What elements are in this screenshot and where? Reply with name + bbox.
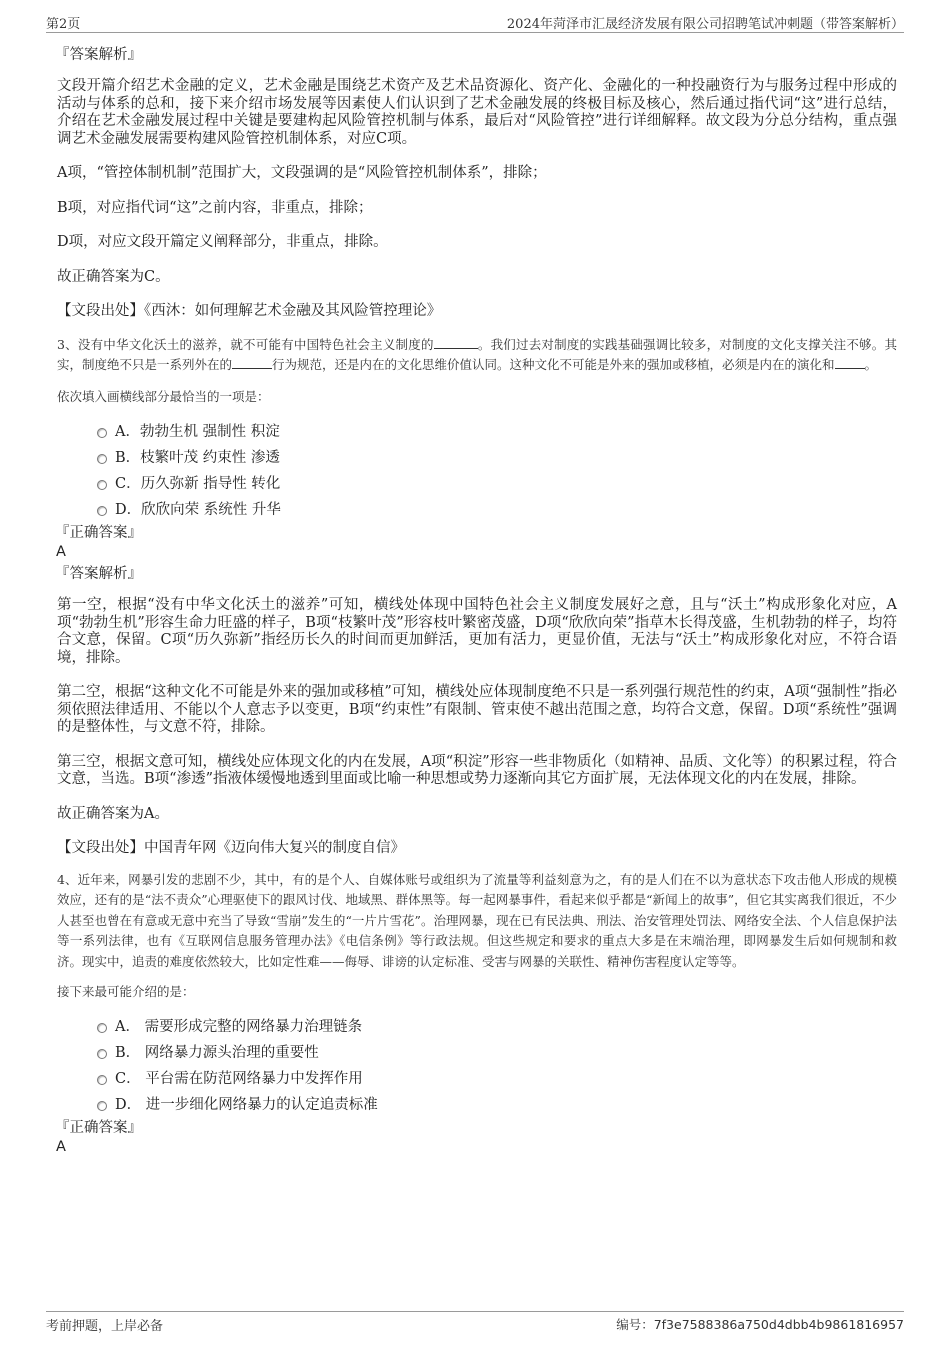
answer-blank <box>835 356 865 369</box>
q2-analysis-label: 『答案解析』 <box>55 47 142 63</box>
q4-options <box>57 1017 897 1121</box>
option-b[interactable]: B．枝繁叶茂 约束性 渗透 <box>57 448 897 474</box>
q4-answer-label: 『正确答案』 <box>55 1119 142 1136</box>
option-d[interactable]: D．欣欣向荣 系统性 升华 <box>57 500 897 526</box>
option-d[interactable]: D． 进一步细化网络暴力的认定追责标准 <box>57 1095 897 1121</box>
footer-slogan: 考前押题，上岸必备 <box>46 1319 164 1334</box>
radio-icon[interactable] <box>97 1023 107 1033</box>
q3-conclusion: 故正确答案为A。 <box>57 805 169 822</box>
radio-icon[interactable] <box>97 454 107 464</box>
q2-source: 【文段出处】《西沐：如何理解艺术金融及其风险管控理论》 <box>57 303 442 319</box>
answer-blank <box>434 336 478 349</box>
q3-answer-label: 『正确答案』 <box>55 525 142 541</box>
q3-answer: A <box>56 544 66 560</box>
q4-answer: A <box>56 1138 66 1155</box>
q3-analysis-para: 第二空，根据“这种文化不可能是外来的强加或移植”可知，横线处应体现制度绝不只是一系列强行规范性的约束，A项“强制性”指必须依照法律适用、不能以个人意志予以变更，B项“约束性”有限制、管束使不越出范围之意，均符合文意，保留。D项“系统性”强调的是整体性，与文意不符，排除。 <box>57 684 897 735</box>
radio-icon[interactable] <box>97 480 107 490</box>
document-title: 2024年菏泽市汇晟经济发展有限公司招聘笔试冲刺题（带答案解析） <box>506 17 904 32</box>
q3-options <box>57 422 897 526</box>
q2-analysis-para: A项，“管控体制机制”范围扩大，文段强调的是“风险管控机制体系”，排除； <box>57 165 547 181</box>
answer-blank <box>232 356 272 369</box>
q2-analysis-para: D项，对应文段开篇定义阐释部分，非重点，排除。 <box>57 234 388 250</box>
option-b[interactable]: B． 网络暴力源头治理的重要性 <box>57 1043 897 1069</box>
q3-analysis-para: 第一空，根据“没有中华文化沃土的滋养”可知，横线处体现中国特色社会主义制度发展好之意，且与“沃土”构成形象化对应，A项“勃勃生机”形容生命力旺盛的样子，B项“枝繁叶茂”形容枝叶繁密茂盛，D项“欣欣向荣”指草木长得茂盛，生机勃勃的样子，均符合文意，保留。C项“历久弥新”指经历长久的时间而更加鲜活，更加有活力，更显价值，无法与“沃土”构成形象化对应，不符合语境，排除。 <box>57 597 897 666</box>
q3-analysis-para: 第三空，根据文意可知，横线处应体现文化的内在发展，A项“积淀”形容一些非物质化（如精神、品质、文化等）的积累过程，符合文意，当选。B项“渗透”指液体缓慢地透到里面或比喻一种思想或势力逐渐向其它方面扩展，无法体现文化的内在发展，排除。 <box>57 753 897 787</box>
page-header <box>46 12 904 33</box>
q3-source: 【文段出处】中国青年网《迈向伟大复兴的制度自信》 <box>57 840 405 856</box>
q2-analysis-para: 文段开篇介绍艺术金融的定义，艺术金融是围绕艺术资产及艺术品资源化、资产化、金融化的一种投融资行为与服务过程中形成的活动与体系的总和，接下来介绍市场发展等因素使人们认识到了艺术金融发展的终极目标及核心，然后通过指代词“这”进行总结，介绍在艺术金融发展过程中关键是要建构起风险管控机制与体系，最后对“风险管控”进行详细解释。故文段为分总分结构，重点强调艺术金融发展需要构建风险管控机制体系，对应C项。 <box>57 78 897 147</box>
q4-prompt: 接下来最可能介绍的是： <box>57 984 195 999</box>
option-c[interactable]: C． 平台需在防范网络暴力中发挥作用 <box>57 1069 897 1095</box>
radio-icon[interactable] <box>97 428 107 438</box>
option-c[interactable]: C．历久弥新 指导性 转化 <box>57 474 897 500</box>
page-number: 第2页 <box>46 17 81 32</box>
radio-icon[interactable] <box>97 1101 107 1111</box>
q3-stem: 3、没有中华文化沃土的滋养，就不可能有中国特色社会主义制度的 。我们过去对制度的实践基础强调比较多，对制度的文化支撑关注不够。其实，制度绝不只是一系列外在的 行为规范，还是内在的文化思维价值认同。这种文化不可能是外来的强加或移植，必须是内在的演化和 。 <box>57 336 897 372</box>
radio-icon[interactable] <box>97 1075 107 1085</box>
document-code: 编号：7f3e7588386a750d4dbb4b9861816957 <box>616 1317 904 1332</box>
q3-analysis-label: 『答案解析』 <box>55 566 142 582</box>
q3-prompt: 依次填入画横线部分最恰当的一项是： <box>57 388 270 404</box>
q4-stem: 4、近年来，网暴引发的悲剧不少，其中，有的是个人、自媒体账号或组织为了流量等利益刻意为之，有的是人们在不以为意状态下攻击他人形成的规模效应，还有的是“法不责众”心理驱使下的跟风讨伐、地域黑、群体黑等。每一起网暴事件，看起来似乎都是“新闻上的故事”，但它其实离我们很近，不少人甚至也曾在有意或无意中充当了导致“雪崩”发生的“一片片雪花”。治理网暴，现在已有民法典、刑法、治安管理处罚法、网络安全法、个人信息保护法等一系列法律，也有《互联网信息服务管理办法》《电信条例》等行政法规。但这些规定和要求的重点大多是在末端治理，即网暴发生后如何规制和救济。现实中，追责的难度依然较大，比如定性难——侮辱、诽谤的认定标准、受害与网暴的关联性、精神伤害程度认定等等。 <box>57 871 897 969</box>
option-a[interactable]: A． 需要形成完整的网络暴力治理链条 <box>57 1017 897 1043</box>
page-content <box>57 46 897 1156</box>
q2-analysis-para: B项，对应指代词“这”之前内容，非重点，排除； <box>57 199 373 216</box>
radio-icon[interactable] <box>97 506 107 516</box>
radio-icon[interactable] <box>97 1049 107 1059</box>
q2-conclusion: 故正确答案为C。 <box>57 268 170 285</box>
option-a[interactable]: A．勃勃生机 强制性 积淀 <box>57 422 897 448</box>
page-footer <box>46 1311 904 1336</box>
